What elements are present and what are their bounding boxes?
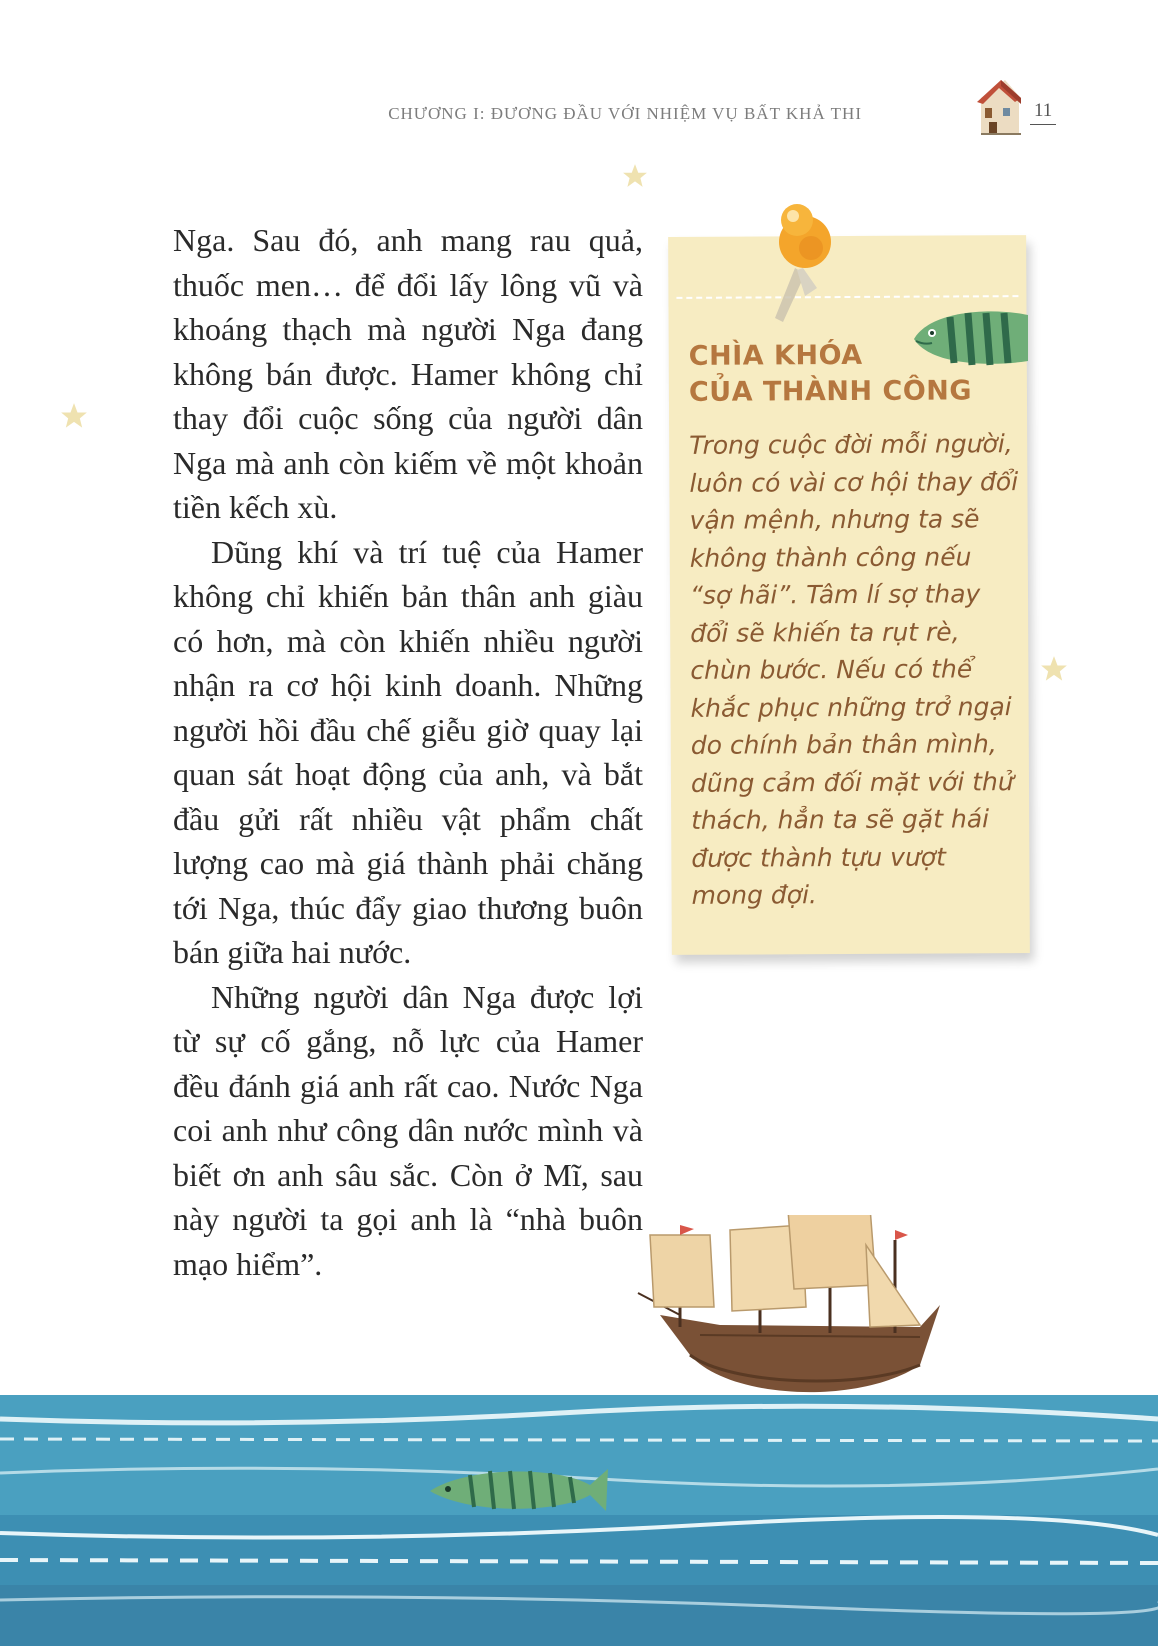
paragraph: Những người dân Nga được lợi từ sự cố gắng, nỗ lực của Hamer đều đánh giá anh rất cao. Nước Nga coi anh như công dân nước mình và biết ơn anh sâu sắc. Còn ở Mĩ, sau này người ta gọi anh là “nhà buôn mạo hiểm”. <box>173 978 643 1282</box>
tip-title-line: CỦA THÀNH CÔNG <box>688 375 973 408</box>
page-header <box>0 96 1060 136</box>
tip-title-line: CHÌA KHÓA <box>688 339 863 372</box>
page-number: 11 <box>1030 100 1056 125</box>
star-icon <box>1040 655 1068 683</box>
house-icon <box>975 78 1023 136</box>
paragraph: Dũng khí và trí tuệ của Hamer không chỉ khiến bản thân anh giàu có hơn, mà còn khiến nhiều người nhận ra cơ hội kinh doanh. Những người hồi đầu chế giễu giờ quay lại quan sát hoạt động của anh, và bắt đầu gửi rất nhiều vật phẩm chất lượng cao mà giá thành phải chăng tới Nga, thúc đẩy giao thương buôn bán giữa hai nước. <box>173 533 643 970</box>
chapter-title: CHƯƠNG I: ĐƯƠNG ĐẦU VỚI NHIỆM VỤ BẤT KHẢ THI <box>388 104 862 123</box>
pushpin-icon <box>755 198 865 338</box>
star-icon <box>622 163 648 189</box>
star-icon <box>60 402 88 430</box>
body-text <box>173 218 643 1286</box>
sailing-ship-icon <box>620 1215 960 1415</box>
fish-icon <box>910 305 1028 369</box>
paragraph: Nga. Sau đó, anh mang rau quả, thuốc men… để đổi lấy lông vũ và khoáng thạch mà người Nga đang không bán được. Hamer không chỉ thay đổi cuộc sống của người dân Nga mà anh còn kiếm về một khoản tiền kếch xù. <box>173 222 643 525</box>
sea-illustration <box>0 1395 1158 1646</box>
tip-text: Trong cuộc đời mỗi người, luôn có vài cơ hội thay đổi vận mệnh, nhưng ta sẽ không thành công nếu “sợ hãi”. Tâm lí sợ thay đổi sẽ khiến ta rụt rè, chùn bước. Nếu có thể khắc phục những trở ngại do chính bản thân mình, dũng cảm đối mặt với thử thách, hẳn ta sẽ gặt hái được thành tựu vượt mong đợi. <box>689 429 1019 910</box>
